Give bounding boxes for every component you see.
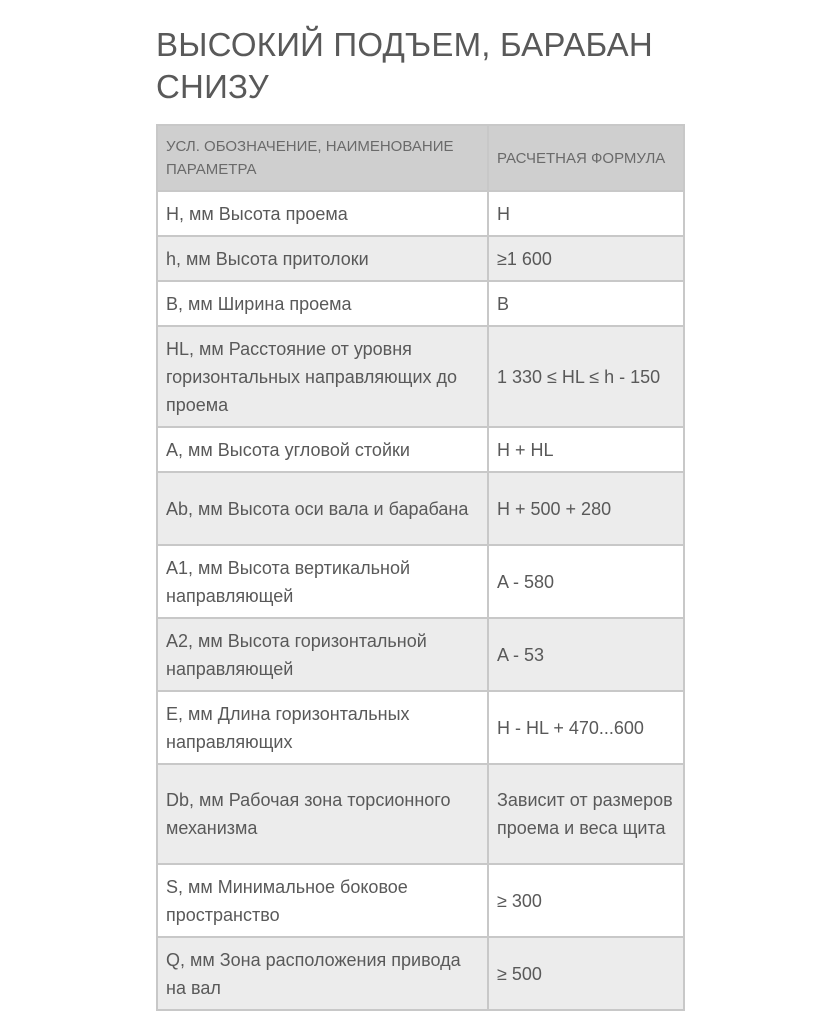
table-row xyxy=(157,472,684,545)
param-cell: E, мм Длина горизонтальных направляющих xyxy=(157,691,488,764)
param-cell: Q, мм Зона расположения привода на вал xyxy=(157,937,488,1010)
param-cell: A2, мм Высота горизонтальной направляющей xyxy=(157,618,488,691)
page-title: ВЫСОКИЙ ПОДЪЕМ, БАРАБАН СНИЗУ xyxy=(156,26,653,105)
formula-cell: ≥ 300 xyxy=(488,864,684,937)
table-row xyxy=(157,236,684,281)
param-cell: A1, мм Высота вертикальной направляющей xyxy=(157,545,488,618)
param-cell: S, мм Минимальное боковое пространство xyxy=(157,864,488,937)
table-row xyxy=(157,691,684,764)
param-cell: h, мм Высота притолоки xyxy=(157,236,488,281)
formula-cell: ≥ 500 xyxy=(488,937,684,1010)
table-row xyxy=(157,191,684,236)
formula-cell: H + HL xyxy=(488,427,684,472)
formula-cell: H + 500 + 280 xyxy=(488,472,684,545)
formula-cell: Зависит от размеров проема и веса щита xyxy=(488,764,684,864)
param-cell: B, мм Ширина проема xyxy=(157,281,488,326)
table-row xyxy=(157,764,684,864)
table-row xyxy=(157,545,684,618)
param-cell: Db, мм Рабочая зона торсионного механизма xyxy=(157,764,488,864)
table-row xyxy=(157,618,684,691)
table-row xyxy=(157,937,684,1010)
table-row xyxy=(157,864,684,937)
header-parameter: УСЛ. ОБОЗНАЧЕНИЕ, НАИМЕНОВАНИЕ ПАРАМЕТРА xyxy=(157,125,488,191)
table-header-row xyxy=(157,125,684,191)
formula-cell: H - HL + 470...600 xyxy=(488,691,684,764)
param-cell: H, мм Высота проема xyxy=(157,191,488,236)
formula-cell: H xyxy=(488,191,684,236)
formula-cell: B xyxy=(488,281,684,326)
param-cell: A, мм Высота угловой стойки xyxy=(157,427,488,472)
table-row xyxy=(157,326,684,427)
formula-cell: ≥1 600 xyxy=(488,236,684,281)
param-cell: HL, мм Расстояние от уровня горизонтальных направляющих до проема xyxy=(157,326,488,427)
header-formula: РАСЧЕТНАЯ ФОРМУЛА xyxy=(488,125,684,191)
table-row xyxy=(157,427,684,472)
param-cell: Ab, мм Высота оси вала и барабана xyxy=(157,472,488,545)
formula-cell: A - 580 xyxy=(488,545,684,618)
table-row xyxy=(157,281,684,326)
parameters-table xyxy=(156,124,685,1011)
formula-cell: 1 330 ≤ HL ≤ h - 150 xyxy=(488,326,684,427)
formula-cell: A - 53 xyxy=(488,618,684,691)
